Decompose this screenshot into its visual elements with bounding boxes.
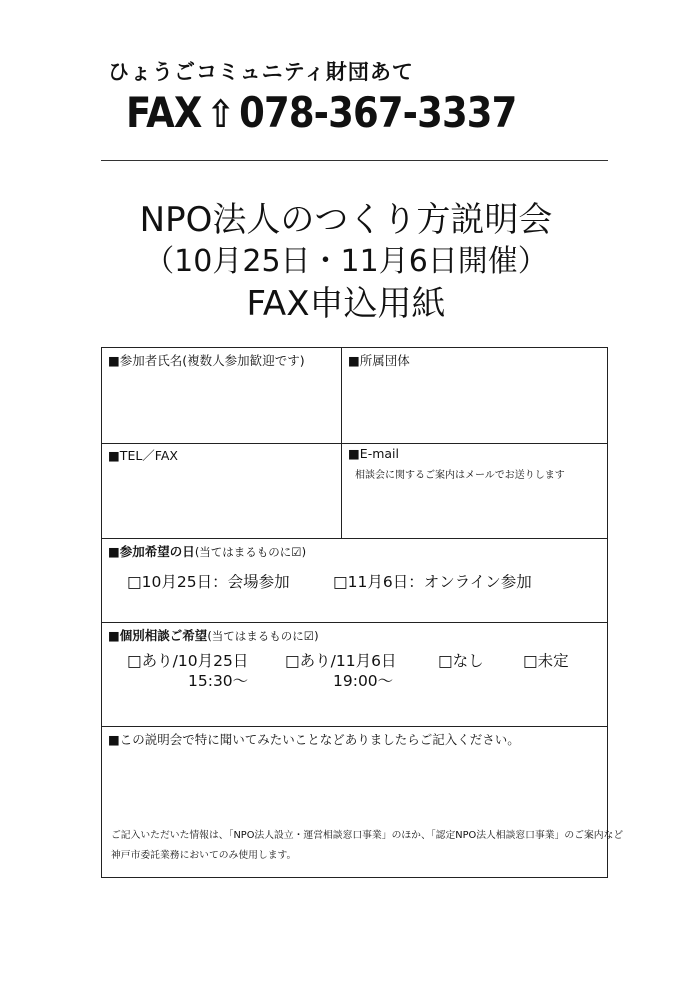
consult-time-nov6: 19:00〜 (333, 672, 394, 690)
consult-option-oct25[interactable]: □あり/10月25日 (127, 652, 249, 670)
email-note: 相談会に関するご案内はメールでお送りします (355, 470, 565, 481)
fax-number-line (126, 88, 516, 137)
name-field-label: ■参加者氏名(複数人参加歓迎です) (108, 353, 305, 368)
consult-hint: (当てはまるものに☑) (207, 629, 319, 643)
tel-fax-field-label: ■TEL／FAX (108, 448, 178, 463)
date-row (102, 538, 607, 539)
consult-time-oct25: 15:30〜 (188, 672, 249, 690)
recipient-heading: ひょうごコミュニティ財団あて (108, 60, 414, 84)
consult-field-label: ■個別相談ご希望(当てはまるものに☑) (108, 628, 319, 643)
privacy-note-line1: ご記入いただいた情報は、「NPO法人設立・運営相談窓口事業」のほか、「認定NPO法人相談窓口事業」のご案内など (111, 830, 624, 841)
consult-option-undecided[interactable]: □未定 (523, 652, 569, 670)
consult-row (102, 622, 607, 623)
option-oct25-venue[interactable]: □10月25日：会場参加 (127, 573, 290, 591)
header-divider (101, 160, 608, 161)
date-hint: (当てはまるものに☑) (194, 545, 307, 559)
event-dates: （10月25日・11月6日開催） (144, 244, 548, 279)
option-nov6-online[interactable]: □11月6日：オンライン参加 (333, 573, 532, 591)
fax-number: 078-367-3337 (239, 88, 517, 137)
form-title: FAX申込用紙 (246, 284, 446, 324)
application-form (101, 347, 624, 878)
contact-row (102, 443, 607, 444)
fax-prefix: FAX (126, 88, 202, 137)
questions-field-label: ■この説明会で特に聞いてみたいことなどありましたらご記入ください。 (108, 732, 520, 747)
consult-option-none[interactable]: □なし (438, 652, 484, 670)
date-field-label: ■参加希望の日(当てはまるものに☑) (108, 544, 307, 559)
privacy-note-line2: 神戸市委託業務においてのみ使用します。 (111, 850, 297, 861)
questions-row (102, 726, 607, 727)
consult-option-nov6[interactable]: □あり/11月6日 (285, 652, 397, 670)
page-title: NPO法人のつくり方説明会 (139, 200, 553, 240)
up-arrow-icon: ⇧ (206, 92, 234, 136)
email-field-label: ■E-mail (348, 446, 400, 461)
org-field-label: ■所属団体 (348, 353, 410, 368)
